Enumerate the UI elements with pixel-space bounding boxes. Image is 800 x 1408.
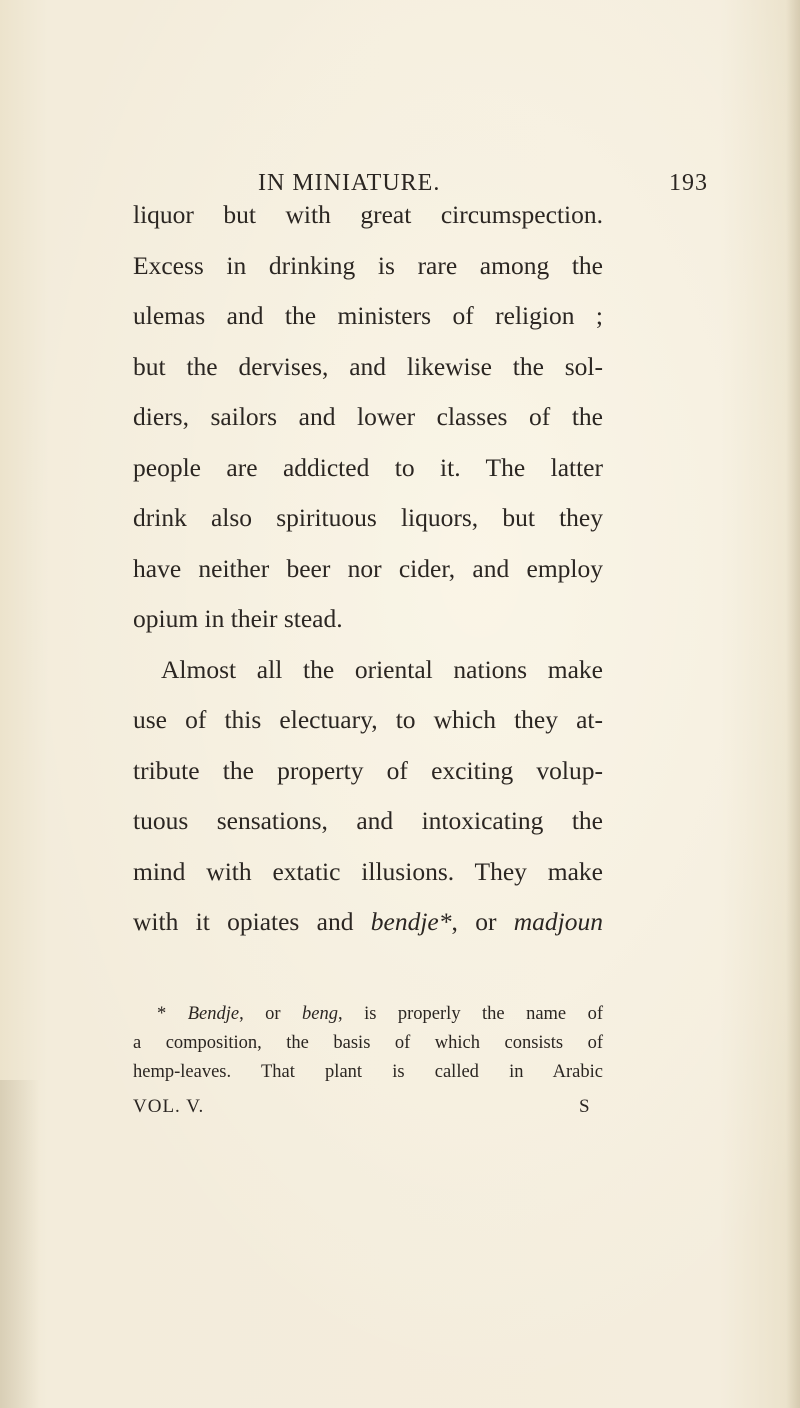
- text-line-with-italics: [133, 897, 603, 948]
- text-line: have neither beer nor cider, and employ: [133, 553, 603, 583]
- text-line: liquor but with great circumspection.: [133, 200, 603, 229]
- text-line: tribute the property of exciting volup-: [133, 755, 603, 785]
- running-title: IN MINIATURE.: [258, 170, 441, 196]
- text-line: mind with extatic illusions. They make: [133, 856, 603, 886]
- text-run: , or: [239, 1004, 303, 1024]
- page-footer: [133, 1096, 603, 1126]
- italic-term-madjoun: madjoun: [513, 907, 603, 936]
- footnote-marker: *: [157, 1004, 188, 1024]
- italic-term-beng: beng: [302, 1004, 339, 1024]
- text-line: Excess in drinking is rare among the: [133, 250, 603, 280]
- body-text: [133, 190, 603, 948]
- text-run: with it opiates and: [133, 907, 371, 936]
- italic-term-bendje: bendje*: [370, 907, 452, 936]
- text-line: Almost all the oriental nations make: [161, 654, 603, 684]
- text-line: people are addicted to it. The latter: [133, 452, 603, 482]
- italic-term-bendje: Bendje: [187, 1004, 240, 1024]
- page-stain: [0, 1080, 40, 1408]
- text-run: , is properly the name of: [338, 1004, 604, 1024]
- footnote: [133, 1000, 603, 1087]
- text-line: ulemas and the ministers of religion ;: [133, 301, 603, 330]
- footnote-line: a composition, the basis of which consists of: [133, 1033, 603, 1053]
- text-line: opium in their stead.: [133, 604, 343, 633]
- text-line: diers, sailors and lower classes of the: [133, 402, 603, 431]
- text-run: , or: [451, 907, 514, 936]
- footnote-line: hemp-leaves. That plant is called in Arabic: [133, 1062, 603, 1082]
- page-number: 193: [669, 170, 708, 196]
- footnote-line: [133, 1000, 603, 1029]
- text-line: drink also spirituous liquors, but they: [133, 503, 603, 532]
- page-edge-shadow: [786, 0, 800, 1408]
- text-line: but the dervises, and likewise the sol-: [133, 351, 603, 381]
- text-line: tuous sensations, and intoxicating the: [133, 806, 603, 835]
- signature-mark: S: [579, 1096, 591, 1117]
- text-line: use of this electuary, to which they at-: [133, 705, 603, 734]
- volume-label: VOL. V.: [133, 1096, 205, 1117]
